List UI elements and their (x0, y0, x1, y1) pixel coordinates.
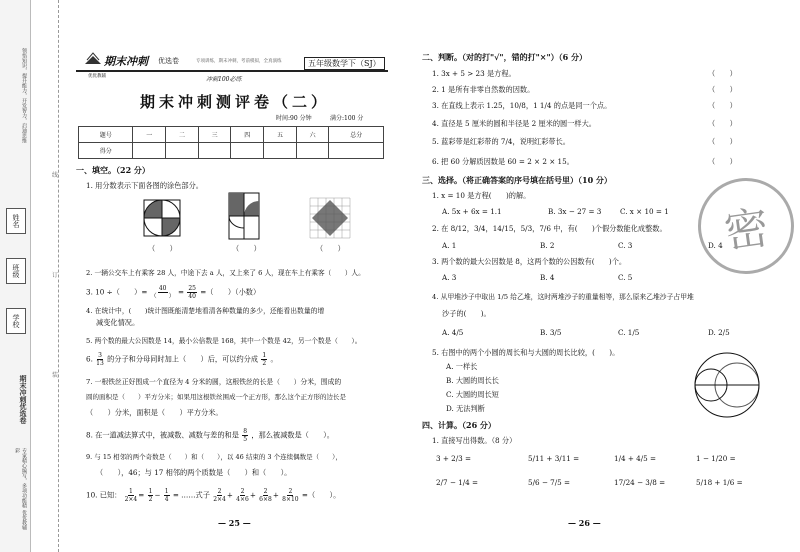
fraction (148, 488, 154, 503)
choice-option[interactable]: A. 3 (442, 273, 457, 282)
judge-item: 3. 在直线上表示 1.25，10/8，1 1/4 的点是同一个点。 (432, 101, 612, 110)
answer-blank[interactable]: （ ） (232, 244, 261, 253)
choice-option[interactable]: B. 大圆的周长长 (446, 376, 499, 385)
equals: = (177, 287, 185, 297)
margin-note-2: 专家精心编写，多项功能精彩 (14, 448, 27, 508)
q10-text: 10. 已知： (86, 490, 122, 500)
table-cell: 五 (264, 127, 297, 143)
choice-question: 4. 从甲堆沙子中取出 1/5 给乙堆，这时两堆沙子的重量相等，那么原来乙堆沙子占甲堆 (432, 293, 694, 301)
choice-question: 3. 两个数的最大公因数是 8，这两个数的公因数有( )个。 (432, 257, 627, 266)
answer-blank[interactable]: （ ） (708, 119, 737, 128)
q10-end: =（ ）。 (301, 490, 341, 500)
section-fill-blank: 一、填空。（22 分） (76, 165, 150, 175)
denominator: 8×10 (282, 496, 299, 503)
fraction (242, 428, 248, 443)
page-number: — 26 — (568, 518, 601, 528)
question-7-cont: 圆的面积是（ ）平方分米；如果用这根铁丝围成一个正方形，那么这个正方形的边长是 (86, 393, 346, 401)
grade-label: 五年级数学下（SJ） (304, 57, 385, 70)
binding-margin (0, 0, 31, 552)
calc-item: 5/6 − 7/5 = (528, 478, 571, 487)
page-header (76, 52, 388, 83)
numerator: 1 (148, 488, 153, 495)
choice-option[interactable]: D. 无法判断 (446, 404, 485, 413)
choice-option[interactable]: C. 3 (618, 241, 633, 250)
calc-item: 5/11 + 3/11 = (528, 454, 580, 463)
q10-mid: = ……式子 (172, 490, 210, 500)
numerator: 3 (98, 352, 102, 359)
choice-question: 5. 右图中的两个小圆的周长和与大圆的周长比较，( )。 (432, 348, 620, 357)
question-5: 5. 两个数的最大公因数是 14，最小公倍数是 168，其中一个数是 42，另一个数是（ ）。 (86, 337, 362, 345)
choice-option[interactable]: B. 4 (540, 273, 555, 282)
fraction (96, 352, 104, 367)
denominator: 6×8 (259, 496, 272, 503)
score-cell[interactable] (329, 143, 384, 159)
exam-full-score: 满分:100 分 (330, 115, 364, 122)
choice-question: 2. 在 8/12，3/4，14/15，5/3，7/6 中，有( )个假分数能化成整数。 (432, 224, 667, 233)
denominator: （ ） (150, 293, 175, 300)
question-10: 10. 已知： $\frac{1}{2\times 4}$ = $\frac{1}{2}$ − $\frac{1}{4}$ = ……式子 $\frac{2}{2\times 4}$ + $\frac{2}{4\times 6}$ + $\frac{2}{6\times 8}$ + $\frac{2}{8\times 10}$ =（ ）。 (86, 488, 341, 503)
table-cell: 总分 (329, 127, 384, 143)
numerator: 8 (243, 428, 248, 435)
rectangle-figure (228, 192, 260, 240)
answer-blank[interactable]: （ ） (708, 69, 737, 78)
judge-item: 6. 把 60 分解质因数是 60 = 2 × 2 × 15。 (432, 157, 574, 166)
answer-blank[interactable]: （ ） (708, 85, 737, 94)
calc-item: 17/24 − 3/8 = (614, 478, 666, 487)
table-cell: 二 (166, 127, 199, 143)
question-9: 9. 与 15 相邻的两个奇数是（ ）和（ ），以 46 结束的 3 个连续偶数是（ ）， (86, 453, 342, 461)
brand-logo: 期末冲刺 (104, 55, 148, 68)
section-judge: 二、判断。（对的打"√"，错的打"×"）（6 分） (422, 52, 587, 62)
judge-item: 2. 1 是所有非零自然数的因数。 (432, 85, 535, 94)
question-7-cont2: （ ）分米，面积是（ ）平方分米。 (86, 408, 223, 417)
table-cell: 四 (231, 127, 264, 143)
fraction (261, 352, 267, 367)
score-cell[interactable] (264, 143, 297, 159)
judge-item: 1. 3x + 5 > 23 是方程。 (432, 69, 516, 78)
denominator: 13 (96, 360, 104, 367)
tagline: 专项训练，期末冲刺，考前模拟，全真演练 (196, 59, 282, 64)
numerator: 40 (158, 285, 167, 292)
table-cell: 一 (133, 127, 166, 143)
page-number: — 25 — (218, 518, 251, 528)
judge-item: 5. 蓝彩带是红彩带的 7/4，说明红彩带长。 (432, 137, 570, 146)
choice-option[interactable]: B. 3/5 (540, 328, 562, 337)
numerator: 2 (263, 488, 268, 495)
table-row (79, 143, 384, 159)
grid-figure (308, 196, 352, 240)
name-label: 姓名 (6, 208, 26, 234)
score-cell[interactable] (133, 143, 166, 159)
table-cell: 题号 (79, 127, 133, 143)
publisher: 优优教辅 (88, 74, 106, 79)
calc-item: 1 − 1/20 = (696, 454, 736, 463)
cut-label: 订 (52, 272, 59, 279)
calc-item: 3 + 2/3 = (436, 454, 472, 463)
header-rule (76, 70, 388, 72)
choice-option[interactable]: C. 大圆的周长短 (446, 390, 499, 399)
choice-option[interactable]: C. x × 10 = 1 (620, 207, 669, 216)
exam-title: 期末冲刺测评卷（二） (139, 93, 330, 111)
calc-instruction: 1. 直接写出得数。（8 分） (432, 436, 517, 445)
choice-option[interactable]: D. 2/5 (708, 328, 730, 337)
question-3 (86, 285, 260, 300)
margin-note: 领悟知识，提升能力，开发智力，启迪思维 (21, 48, 27, 143)
q3-text: 3. 10 ÷（ ）= (86, 287, 148, 297)
calc-item: 2/7 − 1/4 = (436, 478, 479, 487)
denominator: 5 (243, 436, 248, 443)
answer-blank[interactable]: （ ） (148, 244, 177, 253)
question-1: 1. 用分数表示下面各图的涂色部分。 (86, 181, 203, 190)
choice-option[interactable]: A. 5x + 6x = 1.1 (442, 207, 502, 216)
question-9-cont: （ ），46；与 17 相邻的两个质数是（ ）和（ ）。 (96, 468, 292, 477)
numerator: 25 (188, 285, 196, 292)
margin-brand: 期末冲刺优选卷 (19, 375, 28, 424)
table-cell: 得分 (79, 143, 133, 159)
school-label: 学校 (6, 308, 26, 334)
fraction (282, 488, 298, 503)
table-row (79, 127, 384, 143)
choice-option[interactable]: A. 4/5 (442, 328, 464, 337)
section-calc: 四、计算。（26 分） (422, 420, 496, 430)
circles-figure (692, 350, 762, 420)
fraction (187, 285, 197, 300)
numerator: 1 (262, 352, 267, 359)
denominator: 40 (188, 293, 196, 300)
section-choice: 三、选择。（将正确答案的序号填在括号里）（10 分） (422, 175, 612, 185)
question-6 (86, 352, 278, 367)
numerator: 2 (288, 488, 293, 495)
choice-question: 1. x = 10 是方程( )的解。 (432, 191, 531, 200)
cut-line (58, 0, 59, 552)
score-cell[interactable] (166, 143, 199, 159)
cut-label: 装 (52, 372, 59, 379)
score-table (78, 126, 384, 159)
numerator: 2 (217, 488, 222, 495)
answer-blank[interactable]: （ ） (708, 137, 737, 146)
numerator: 2 (240, 488, 245, 495)
circle-figure (140, 196, 184, 240)
cut-label: 线 (52, 172, 59, 179)
choice-option[interactable]: C. 1/5 (618, 328, 640, 337)
score-cell[interactable] (296, 143, 329, 159)
table-cell: 六 (296, 127, 329, 143)
question-8 (86, 428, 334, 443)
choice-option[interactable]: A. 1 (442, 241, 457, 250)
denominator: 2 (148, 496, 153, 503)
denominator: 4 (164, 496, 169, 503)
exam-time: 时间:90 分钟 (276, 115, 312, 122)
question-4: 4. 在统计中，( )统计图既能清楚地看清各种数量的多少，还能看出数量的增 (86, 307, 325, 315)
question-7: 7. 一根铁丝正好围成一个直径为 4 分米的圆，这根铁丝的长是（ ）分米，围成的 (86, 378, 342, 386)
fraction (125, 488, 138, 503)
margin-brand-sub: 优优教辅 (21, 510, 27, 530)
q8-text: 8. 在一道减法算式中，被减数、减数与差的和是 (86, 430, 239, 440)
q3-tail: =（ ）（小数） (200, 287, 261, 297)
fraction (151, 285, 175, 300)
calc-item: 1/4 + 4/5 = (614, 454, 657, 463)
choice-option[interactable]: B. 3x − 27 = 3 (548, 207, 602, 216)
judge-item: 4. 直径是 5 厘米的圆和半径是 2 厘米的圆一样大。 (432, 119, 596, 128)
q6-text: 的分子和分母同时加上（ ）后，可以约分成 (107, 354, 259, 364)
q8-tail: ，那么被减数是（ ）。 (251, 430, 334, 440)
book-logo-icon (84, 52, 102, 66)
answer-blank[interactable]: （ ） (708, 157, 737, 166)
denominator: 2 (262, 360, 267, 367)
fraction (213, 488, 226, 503)
numerator: 1 (129, 488, 133, 495)
choice-option[interactable]: A. 一样长 (446, 362, 478, 371)
choice-option[interactable]: C. 5 (618, 273, 633, 282)
class-label: 班级 (6, 258, 26, 284)
answer-blank[interactable]: （ ） (316, 244, 345, 253)
brand-logo-suffix: 优选卷 (158, 57, 179, 65)
choice-option[interactable]: D. 4 (708, 241, 723, 250)
fraction (236, 488, 249, 503)
calc-item: 5/18 + 1/6 = (696, 478, 743, 487)
choice-question-cont: 沙子的( )。 (442, 309, 491, 318)
denominator: 2×4 (213, 496, 226, 503)
choice-option[interactable]: B. 2 (540, 241, 555, 250)
answer-blank[interactable]: （ ） (708, 101, 737, 110)
q6-end: 。 (270, 354, 278, 364)
confidential-stamp: 密 (692, 172, 800, 280)
score-cell[interactable] (198, 143, 231, 159)
question-4-cont: 减变化情况。 (96, 318, 140, 327)
denominator: 4×6 (236, 496, 249, 503)
fraction (164, 488, 170, 503)
header-subtitle: 冲刺100必练 (206, 76, 242, 83)
q6-num: 6. (86, 354, 93, 364)
table-cell: 三 (198, 127, 231, 143)
question-2: 2. 一辆公交车上有乘客 28 人，中途下去 a 人，又上来了 6 人，现在车上有乘客（ ）人。 (86, 269, 365, 277)
denominator: 2×4 (124, 496, 138, 503)
score-cell[interactable] (231, 143, 264, 159)
fraction (259, 488, 272, 503)
numerator: 1 (164, 488, 169, 495)
